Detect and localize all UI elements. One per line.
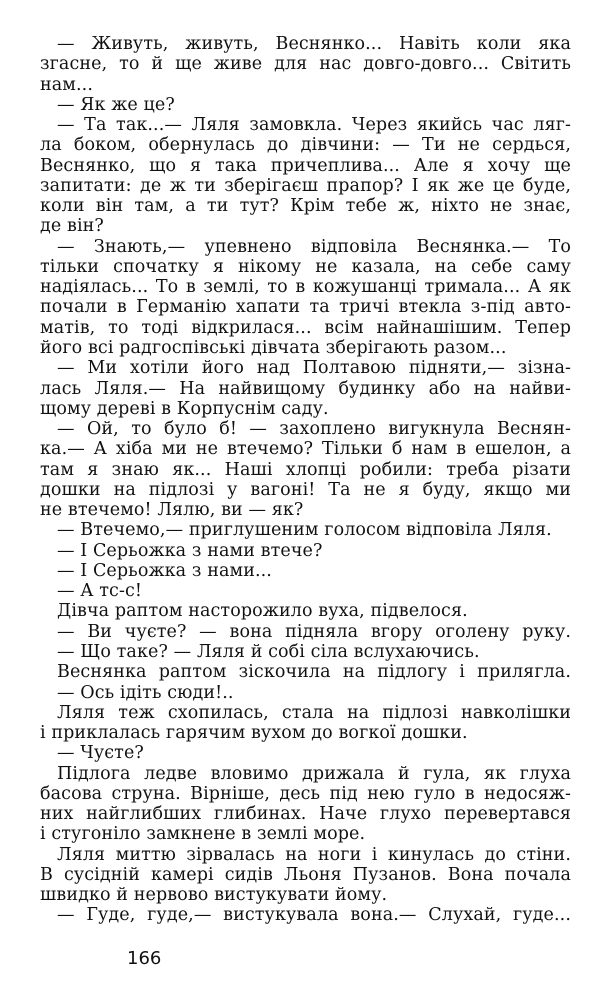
text-line: Ляля теж схопилась, стала на підлозі навколішки — [57, 702, 571, 723]
text-line: дошки на підлозі у вагоні! Та не я буду, якщо ми — [40, 479, 571, 500]
text-line: — І Серьожка з нами втече? — [57, 540, 323, 561]
text-line: лась Ляля.— На найвищому будинку або на найви- — [40, 378, 571, 399]
text-line: швидко й нервово вистукувати йому. — [40, 885, 388, 906]
text-line: ла боком, обернулась до дівчини: — Ти не сердься, — [40, 135, 571, 156]
text-line: почали в Германію хапати та тричі втекла з-під авто- — [40, 297, 571, 318]
text-line: — Ми хотіли його над Полтавою підняти,— зізна- — [57, 358, 571, 379]
text-line: Веснянка раптом зіскочила на підлогу і прилягла. — [57, 662, 571, 683]
text-line: — Ой, то було б! — захоплено вигукнула Веснян- — [57, 419, 571, 440]
text-line: них найглибших глибинах. Наче глухо перевертався — [40, 804, 571, 825]
text-line: там я знаю як... Наші хлопці робили: треба різати — [40, 459, 571, 480]
text-line: — Живуть, живуть, Веснянко... Навіть коли яка — [57, 34, 571, 54]
text-line: Дівча раптом насторожило вуха, підвелося. — [57, 601, 468, 622]
text-line: де він? — [40, 216, 104, 237]
text-line: тільки спочатку я нікому не казала, на себе саму — [40, 256, 571, 277]
text-line: щому дереві в Корпуснім саду. — [40, 398, 329, 419]
text-line: коли він там, а ти тут? Крім тебе ж, ніхто не знає, — [40, 196, 571, 217]
text-line: його всі радгоспівські дівчата зберігають разом... — [40, 337, 507, 358]
text-line: басова струна. Вірніше, десь під нею гуло в недосяж- — [40, 783, 571, 804]
page-number: 166 — [127, 948, 162, 969]
text-line: — Знають,— упевнено відповіла Веснянка.— То — [57, 236, 571, 257]
text-line: не втечемо! Лялю, ви — як? — [40, 500, 304, 521]
text-line: ка.— А хіба ми не втечемо? Тільки б нам в ешелон, а — [40, 439, 571, 460]
text-line: — Ось ідіть сюди!.. — [57, 682, 234, 703]
text-line: згасне, то й ще живе для нас довго-довго... Світить — [40, 54, 571, 75]
text-line: і приклалась гарячим вухом до вогкої дошки. — [40, 723, 468, 744]
text-line: — Чуєте? — [57, 743, 144, 764]
text-line: Підлога ледве вловимо дрижала й гула, як глуха — [57, 763, 571, 784]
book-page-text — [40, 34, 571, 926]
text-line: — Ви чуєте? — вона підняла вгору оголену руку. — [57, 621, 571, 642]
text-line: — А тс-с! — [57, 581, 143, 602]
text-line: надіялась... То в землі, то в кожушанці тримала... А як — [40, 277, 571, 298]
text-line: Ляля миттю зірвалась на ноги і кинулась до стіни. — [57, 844, 571, 865]
text-line: — Гуде, гуде,— вистукувала вона.— Слухай, гуде... — [57, 905, 571, 926]
text-line: і стугоніло замкнене в землі море. — [40, 824, 366, 845]
text-line: — Як же це? — [57, 94, 175, 115]
text-line: — Втечемо,— приглушеним голосом відповіла Ляля. — [57, 520, 552, 541]
text-line: запитати: де ж ти зберігаєш прапор? І як же це буде, — [40, 175, 571, 196]
text-line: — Що таке? — Ляля й собі сіла вслухаючись. — [57, 641, 480, 662]
text-line: В сусідній камері сидів Льоня Пузанов. Вона почала — [40, 864, 571, 885]
text-line: — Та так...— Ляля замовкла. Через якийсь час ляг- — [57, 115, 571, 136]
text-line: — І Серьожка з нами... — [57, 560, 272, 581]
text-line: матів, то тоді відкрилася... всім найнашішим. Тепер — [40, 317, 571, 338]
text-line: нам... — [40, 74, 93, 95]
text-line: Веснянко, що я така причеплива... Але я хочу ще — [40, 155, 571, 176]
